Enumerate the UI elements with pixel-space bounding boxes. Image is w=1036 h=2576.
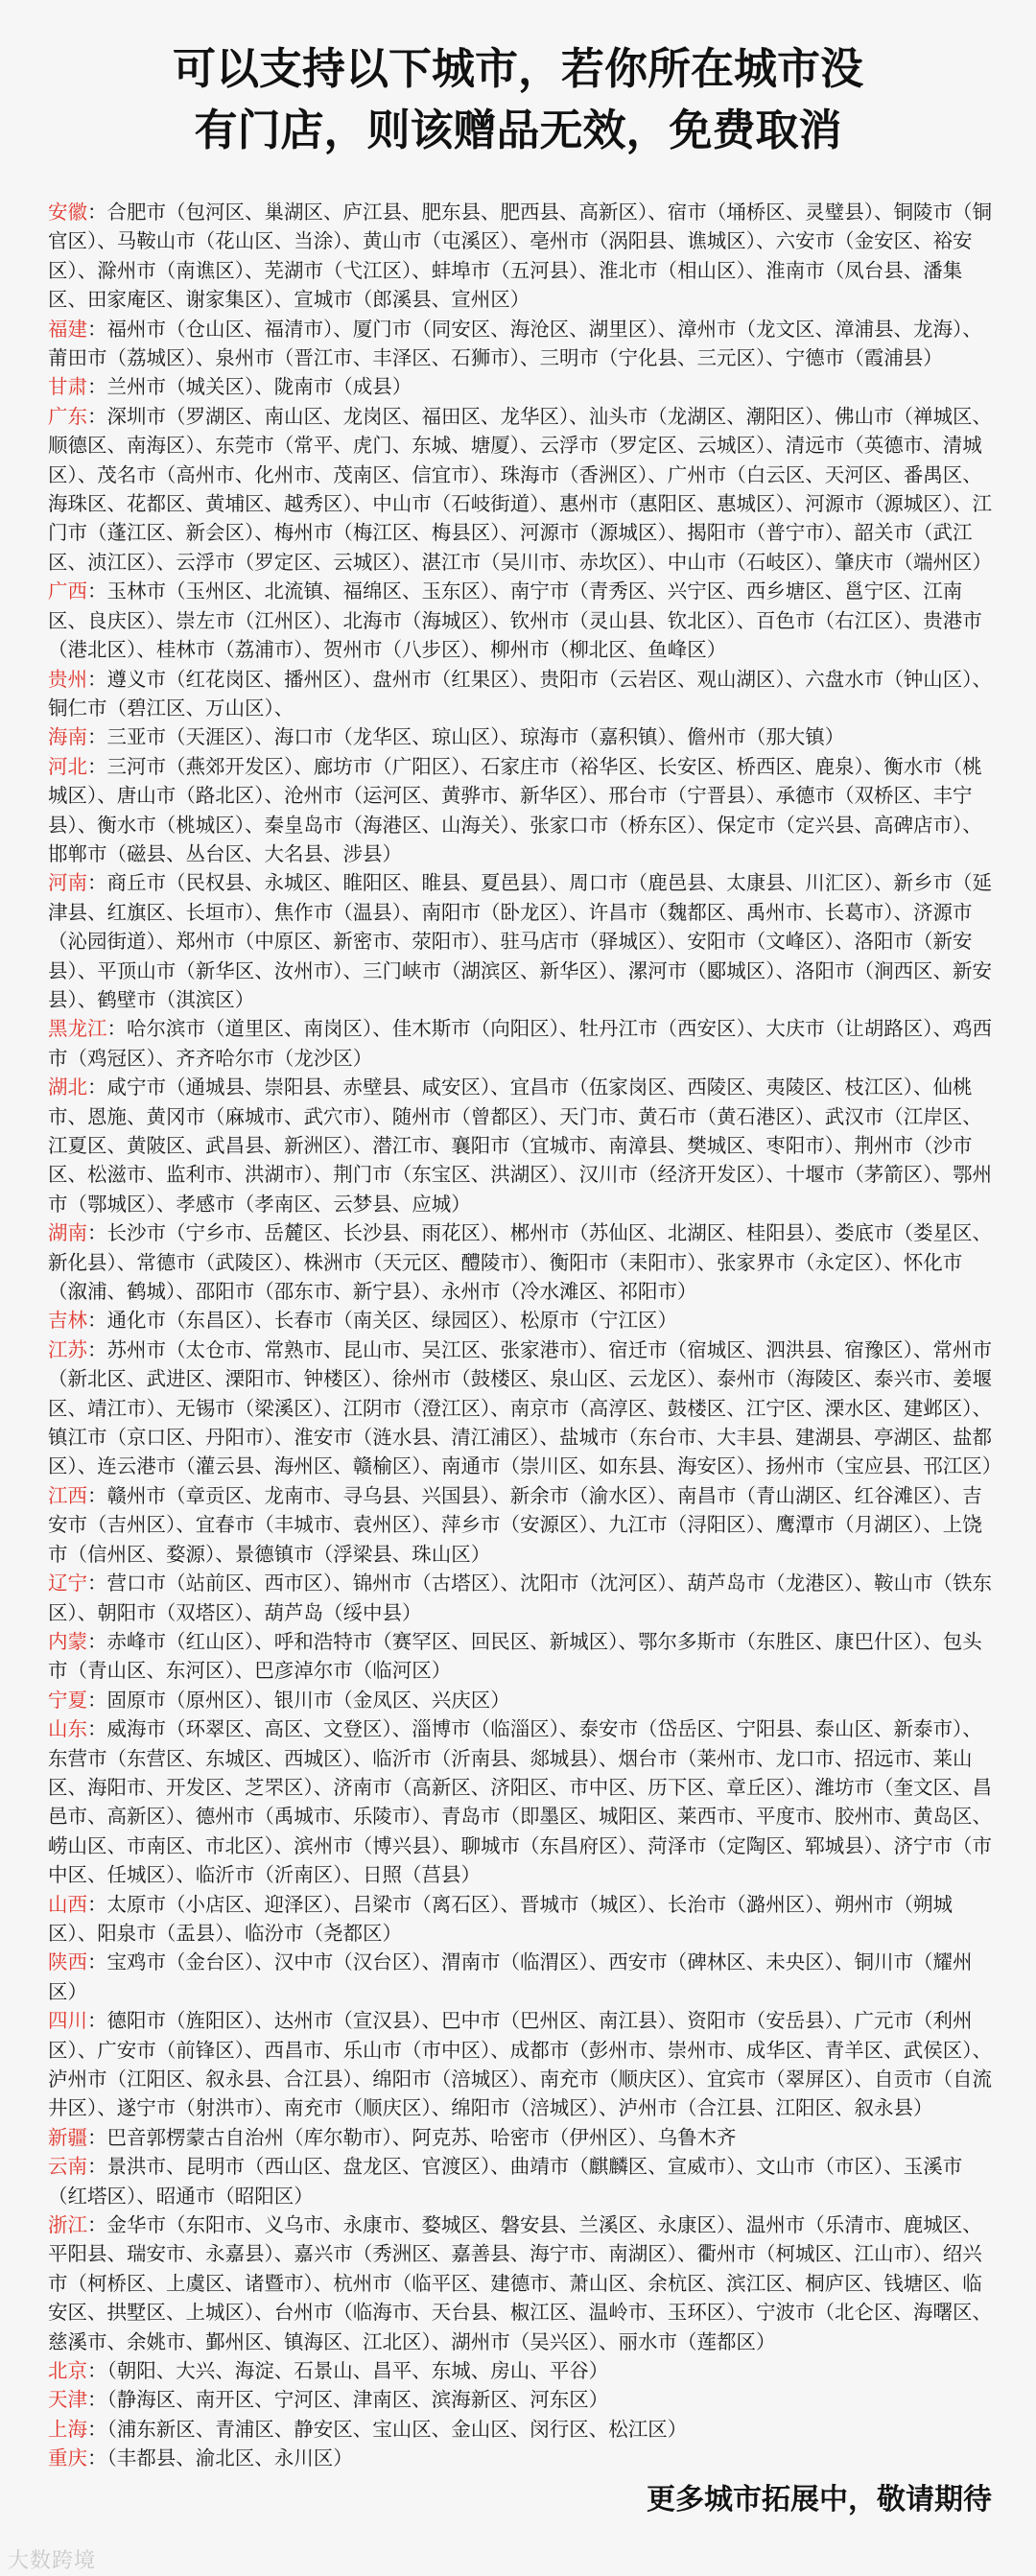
region-name: 江西 bbox=[48, 1483, 87, 1507]
region-cities: 德阳市（旌阳区）、达州市（宣汉县）、巴中市（巴州区、南江县）、资阳市（安岳县）、广元市（利州区）、广安市（前锋区）、西昌市、乐山市（市中区）、成都市（彭州市、崇州市、成华区、青羊区、武侯区）、泸州市（江阳区、叙永县、合江县）、绵阳市（涪城区）、南充市（顺庆区）、宜宾市（翠屏区）、自贡市（自流井区）、遂宁市（射洪市）、南充市（顺庆区）、绵阳市（涪城区）、泸州市（合江县、江阳区、叙永县） bbox=[48, 2009, 992, 2120]
region-cities: 福州市（仓山区、福清市）、厦门市（同安区、海沧区、湖里区）、漳州市（龙文区、漳浦县、龙海）、莆田市（荔城区）、泉州市（晋江市、丰泽区、石狮市）、三明市（宁化县、三元区）、宁德市（霞浦县） bbox=[48, 317, 982, 370]
region-item bbox=[48, 1714, 993, 1889]
region-item bbox=[48, 1627, 993, 1686]
region-cities: 商丘市（民权县、永城区、睢阳区、睢县、夏邑县）、周口市（鹿邑县、太康县、川汇区）、新乡市（延津县、红旗区、长垣市）、焦作市（温县）、南阳市（卧龙区）、许昌市（魏都区、禹州市、长葛市）、济源市（沁园街道）、郑州市（中原区、新密市、荥阳市）、驻马店市（驿城区）、安阳市（文峰区）、洛阳市（新安县）、平顶山市（新华区、汝州市）、三门峡市（湖滨区、新华区）、漯河市（郾城区）、洛阳市（涧西区、新安县）、鹤壁市（淇滨区） bbox=[48, 871, 992, 1011]
region-separator: ： bbox=[87, 1572, 107, 1595]
region-cities: 赤峰市（红山区）、呼和浩特市（赛罕区、回民区、新城区）、鄂尔多斯市（东胜区、康巴什区）、包头市（青山区、东河区）、巴彦淖尔市（临河区） bbox=[48, 1629, 982, 1683]
title-line-1: 可以支持以下城市，若你所在城市没 bbox=[172, 43, 863, 94]
region-item bbox=[48, 722, 993, 751]
region-item bbox=[48, 1890, 993, 1949]
region-cities: 通化市（东昌区）、长春市（南关区、绿园区）、松原市（宁江区） bbox=[106, 1309, 677, 1333]
region-name: 天津 bbox=[48, 2388, 87, 2412]
region-item bbox=[48, 315, 993, 373]
region-cities: 哈尔滨市（道里区、南岗区）、佳木斯市（向阳区）、牡丹江市（西安区）、大庆市（让胡路区）、鸡西市（鸡冠区）、齐齐哈尔市（龙沙区） bbox=[48, 1017, 992, 1070]
region-name: 山东 bbox=[48, 1717, 87, 1741]
region-item bbox=[48, 2210, 993, 2356]
region-name: 陕西 bbox=[48, 1950, 87, 1974]
footer-note: 更多城市拓展中，敬请期待 bbox=[647, 2483, 992, 2517]
region-separator: ： bbox=[87, 725, 107, 749]
region-separator: ： bbox=[87, 1892, 107, 1916]
region-name: 湖南 bbox=[48, 1221, 87, 1245]
region-item bbox=[48, 2356, 993, 2385]
region-cities: 三亚市（天涯区）、海口市（龙华区、琼山区）、琼海市（嘉积镇）、儋州市（那大镇） bbox=[106, 725, 845, 749]
region-name: 四川 bbox=[48, 2009, 87, 2033]
region-cities: 遵义市（红花岗区、播州区）、盘州市（红果区）、贵阳市（云岩区、观山湖区）、六盘水市（钟山区）、铜仁市（碧江区、万山区）、 bbox=[48, 667, 992, 720]
region-cities: 合肥市（包河区、巢湖区、庐江县、肥东县、肥西县、高新区）、宿市（埇桥区、灵璧县）、铜陵市（铜官区）、马鞍山市（花山区、当涂）、黄山市（屯溪区）、亳州市（涡阳县、谯城区）、六安市（金安区、裕安区）、滁州市（南谯区）、芜湖市（弋江区）、蚌埠市（五河县）、淮北市（相山区）、淮南市（凤台县、潘集区、田家庵区、谢家集区）、宣城市（郎溪县、宣州区） bbox=[48, 201, 992, 312]
page-title bbox=[0, 38, 1036, 161]
region-cities: 营口市（站前区、西市区）、锦州市（古塔区）、沈阳市（沈河区）、葫芦岛市（龙港区）、鞍山市（铁东区）、朝阳市（双塔区）、葫芦岛（绥中县） bbox=[48, 1572, 992, 1624]
region-item bbox=[48, 1335, 1002, 1481]
region-name: 吉林 bbox=[48, 1309, 87, 1333]
region-separator: ： bbox=[87, 1221, 107, 1245]
region-item bbox=[48, 665, 993, 723]
region-separator: ： bbox=[87, 2446, 107, 2470]
region-separator: ： bbox=[87, 317, 107, 341]
region-item bbox=[48, 372, 993, 401]
region-cities: （朝阳、大兴、海淀、石景山、昌平、东城、房山、平谷） bbox=[106, 2359, 609, 2383]
region-name: 内蒙 bbox=[48, 1629, 87, 1653]
region-separator: ： bbox=[87, 1483, 107, 1507]
region-separator: ： bbox=[87, 1950, 107, 1974]
region-name: 宁夏 bbox=[48, 1688, 87, 1712]
region-item bbox=[48, 2385, 993, 2414]
region-name: 新疆 bbox=[48, 2125, 87, 2149]
region-separator: ： bbox=[87, 667, 107, 691]
region-cities: （静海区、南开区、宁河区、津南区、滨海新区、河东区） bbox=[106, 2388, 609, 2412]
region-name: 河南 bbox=[48, 871, 87, 895]
region-separator: ： bbox=[87, 871, 107, 895]
region-name: 福建 bbox=[48, 317, 87, 341]
region-name: 河北 bbox=[48, 754, 87, 778]
region-separator: ： bbox=[87, 201, 107, 224]
region-item bbox=[48, 1014, 993, 1073]
region-separator: ： bbox=[87, 404, 107, 428]
region-name: 湖北 bbox=[48, 1075, 87, 1099]
region-name: 广东 bbox=[48, 404, 87, 428]
region-name: 贵州 bbox=[48, 667, 87, 691]
region-list bbox=[48, 198, 1002, 2473]
region-name: 山西 bbox=[48, 1892, 87, 1916]
region-separator: ： bbox=[87, 375, 107, 399]
region-separator: ： bbox=[87, 2155, 107, 2179]
region-cities: 三河市（燕郊开发区）、廊坊市（广阳区）、石家庄市（裕华区、长安区、桥西区、鹿泉）、衡水市（桃城区）、唐山市（路北区）、沧州市（运河区、黄骅市、新华区）、邢台市（宁晋县）、承德市（双桥区、丰宁县）、衡水市（桃城区）、秦皇岛市（海港区、山海关）、张家口市（桥东区）、保定市（定兴县、高碑店市）、邯郸市（磁县、丛台区、大名县、涉县） bbox=[48, 754, 982, 865]
region-item bbox=[48, 1218, 993, 1306]
region-name: 重庆 bbox=[48, 2446, 87, 2470]
region-item bbox=[48, 1569, 993, 1627]
region-cities: 景洪市、昆明市（西山区、盘龙区、官渡区）、曲靖市（麒麟区、宣威市）、文山市（市区）、玉溪市（红塔区）、昭通市（昭阳区） bbox=[48, 2155, 963, 2208]
region-separator: ： bbox=[87, 1688, 107, 1712]
region-cities: （浦东新区、青浦区、静安区、宝山区、金山区、闵行区、松江区） bbox=[106, 2417, 688, 2441]
region-cities: （丰都县、渝北区、永川区） bbox=[106, 2446, 353, 2470]
region-separator: ： bbox=[87, 1337, 107, 1361]
region-name: 云南 bbox=[48, 2155, 87, 2179]
region-cities: 玉林市（玉州区、北流镇、福绵区、玉东区）、南宁市（青秀区、兴宁区、西乡塘区、邕宁区、江南区、良庆区）、崇左市（江州区）、北海市（海城区）、钦州市（灵山县、钦北区）、百色市（右江区）、贵港市（港北区）、桂林市（荔浦市）、贺州市（八步区）、柳州市（柳北区、鱼峰区） bbox=[48, 579, 982, 662]
region-item bbox=[48, 577, 993, 664]
region-separator: ： bbox=[87, 1717, 107, 1741]
region-separator: ： bbox=[87, 2213, 107, 2237]
region-separator: ： bbox=[87, 1629, 107, 1653]
region-name: 浙江 bbox=[48, 2213, 87, 2237]
region-separator: ： bbox=[87, 2388, 107, 2412]
region-name: 甘肃 bbox=[48, 375, 87, 399]
region-item bbox=[48, 868, 993, 1014]
region-name: 江苏 bbox=[48, 1337, 87, 1361]
region-cities: 赣州市（章贡区、龙南市、寻乌县、兴国县）、新余市（渝水区）、南昌市（青山湖区、红谷滩区）、吉安市（吉州区）、宜春市（丰城市、袁州区）、萍乡市（安源区）、九江市（浔阳区）、鹰潭市（月湖区）、上饶市（信州区、婺源）、景德镇市（浮梁县、珠山区） bbox=[48, 1483, 982, 1566]
region-item bbox=[48, 1481, 993, 1569]
region-separator: ： bbox=[87, 1309, 107, 1333]
region-cities: 宝鸡市（金台区）、汉中市（汉台区）、渭南市（临渭区）、西安市（碑林区、未央区）、铜川市（耀州区） bbox=[48, 1950, 973, 2003]
region-cities: 金华市（东阳市、义乌市、永康市、婺城区、磐安县、兰溪区、永康区）、温州市（乐清市、鹿城区、平阳县、瑞安市、永嘉县）、嘉兴市（秀洲区、嘉善县、海宁市、南湖区）、衢州市（柯城区、江山市）、绍兴市（柯桥区、上虞区、诸暨市）、杭州市（临平区、建德市、萧山区、余杭区、滨江区、桐庐区、钱塘区、临安区、拱墅区、上城区）、台州市（临海市、天台县、椒江区、温岭市、玉环区）、宁波市（北仑区、海曙区、慈溪市、余姚市、鄞州区、镇海区、江北区）、湖州市（吴兴区）、丽水市（莲都区） bbox=[48, 2213, 992, 2353]
region-cities: 兰州市（城关区）、陇南市（成县） bbox=[106, 375, 412, 399]
region-cities: 长沙市（宁乡市、岳麓区、长沙县、雨花区）、郴州市（苏仙区、北湖区、桂阳县）、娄底市（娄星区、新化县）、常德市（武陵区）、株洲市（天元区、醴陵市）、衡阳市（耒阳市）、张家界市（永定区）、怀化市（溆浦、鹤城）、邵阳市（邵东市、新宁县）、永州市（冷水滩区、祁阳市） bbox=[48, 1221, 992, 1304]
region-item bbox=[48, 2415, 993, 2444]
region-name: 上海 bbox=[48, 2417, 87, 2441]
region-item bbox=[48, 2152, 993, 2210]
region-cities: 巴音郭楞蒙古自治州（库尔勒市）、阿克苏、哈密市（伊州区）、乌鲁木齐 bbox=[106, 2125, 737, 2149]
region-item bbox=[48, 2444, 993, 2472]
region-name: 海南 bbox=[48, 725, 87, 749]
region-name: 黑龙江 bbox=[48, 1017, 107, 1041]
region-item bbox=[48, 2123, 993, 2152]
region-item bbox=[48, 752, 993, 869]
region-name: 安徽 bbox=[48, 201, 87, 224]
region-name: 辽宁 bbox=[48, 1572, 87, 1595]
region-cities: 太原市（小店区、迎泽区）、吕梁市（离石区）、晋城市（城区）、长治市（潞州区）、朔州市（朔城区）、阳泉市（盂县）、临汾市（尧都区） bbox=[48, 1892, 953, 1945]
region-name: 北京 bbox=[48, 2359, 87, 2383]
region-separator: ： bbox=[87, 579, 107, 603]
title-line-2: 有门店，则该赠品无效，免费取消 bbox=[194, 105, 842, 155]
region-cities: 深圳市（罗湖区、南山区、龙岗区、福田区、龙华区）、汕头市（龙湖区、潮阳区）、佛山市（禅城区、顺德区、南海区）、东莞市（常平、虎门、东城、塘厦）、云浮市（罗定区、云城区）、清远市（英德市、清城区）、茂名市（高州市、化州市、茂南区、信宜市）、珠海市（香洲区）、广州市（白云区、天河区、番禺区、海珠区、花都区、黄埔区、越秀区）、中山市（石岐街道）、惠州市（惠阳区、惠城区）、河源市（源城区）、江门市（蓬江区、新会区）、梅州市（梅江区、梅县区）、河源市（源城区）、揭阳市（普宁市）、韶关市（武江区、浈江区）、云浮市（罗定区、云城区）、湛江市（吴川市、赤坎区）、中山市（石岐区）、肇庆市（端州区） bbox=[48, 404, 992, 574]
region-name: 广西 bbox=[48, 579, 87, 603]
region-item bbox=[48, 1073, 993, 1218]
region-separator: ： bbox=[87, 2359, 107, 2383]
region-separator: ： bbox=[87, 1075, 107, 1099]
region-cities: 固原市（原州区）、银川市（金凤区、兴庆区） bbox=[106, 1688, 510, 1712]
watermark: 大数跨境 bbox=[8, 2549, 97, 2573]
region-item bbox=[48, 402, 993, 577]
region-separator: ： bbox=[87, 2009, 107, 2033]
region-item bbox=[48, 1948, 993, 2006]
region-item bbox=[48, 198, 993, 315]
region-separator: ： bbox=[87, 2417, 107, 2441]
region-item bbox=[48, 1686, 993, 1714]
region-separator: ： bbox=[106, 1017, 127, 1041]
region-separator: ： bbox=[87, 2125, 107, 2149]
region-separator: ： bbox=[87, 754, 107, 778]
region-cities: 咸宁市（通城县、崇阳县、赤壁县、咸安区）、宜昌市（伍家岗区、西陵区、夷陵区、枝江区）、仙桃市、恩施、黄冈市（麻城市、武穴市）、随州市（曾都区）、天门市、黄石市（黄石港区）、武汉市（江岸区、江夏区、黄陂区、武昌县、新洲区）、潜江市、襄阳市（宜城市、南漳县、樊城区、枣阳市）、荆州市（沙市区、松滋市、监利市、洪湖市）、荆门市（东宝区、洪湖区）、汉川市（经济开发区）、十堰市（茅箭区）、鄂州市（鄂城区）、孝感市（孝南区、云梦县、应城） bbox=[48, 1075, 992, 1216]
region-cities: 威海市（环翠区、高区、文登区）、淄博市（临淄区）、泰安市（岱岳区、宁阳县、泰山区、新泰市）、东营市（东营区、东城区、西城区）、临沂市（沂南县、郯城县）、烟台市（莱州市、龙口市、招远市、莱山区、海阳市、开发区、芝罘区）、济南市（高新区、济阳区、市中区、历下区、章丘区）、潍坊市（奎文区、昌邑市、高新区）、德州市（禹城市、乐陵市）、青岛市（即墨区、城阳区、莱西市、平度市、胶州市、黄岛区、崂山区、市南区、市北区）、滨州市（博兴县）、聊城市（东昌府区）、菏泽市（定陶区、郓城县）、济宁市（市中区、任城区）、临沂市（沂南区）、日照（莒县） bbox=[48, 1717, 992, 1887]
region-item bbox=[48, 2006, 993, 2123]
region-cities: 苏州市（太仓市、常熟市、昆山市、吴江区、张家港市）、宿迁市（宿城区、泗洪县、宿豫区）、常州市（新北区、武进区、溧阳市、钟楼区）、徐州市（鼓楼区、泉山区、云龙区）、泰州市（海陵区、泰兴市、姜堰区、靖江市）、无锡市（梁溪区）、江阴市（澄江区）、南京市（高淳区、鼓楼区、江宁区、溧水区、建邺区）、镇江市（京口区、丹阳市）、淮安市（涟水县、清江浦区）、盐城市（东台市、大丰县、建湖县、亭湖区、盐都区）、连云港市（灌云县、海州区、赣榆区）、南通市（崇川区、如东县、海安区）、扬州市（宝应县、邗江区） bbox=[48, 1337, 1002, 1478]
region-item bbox=[48, 1306, 993, 1335]
